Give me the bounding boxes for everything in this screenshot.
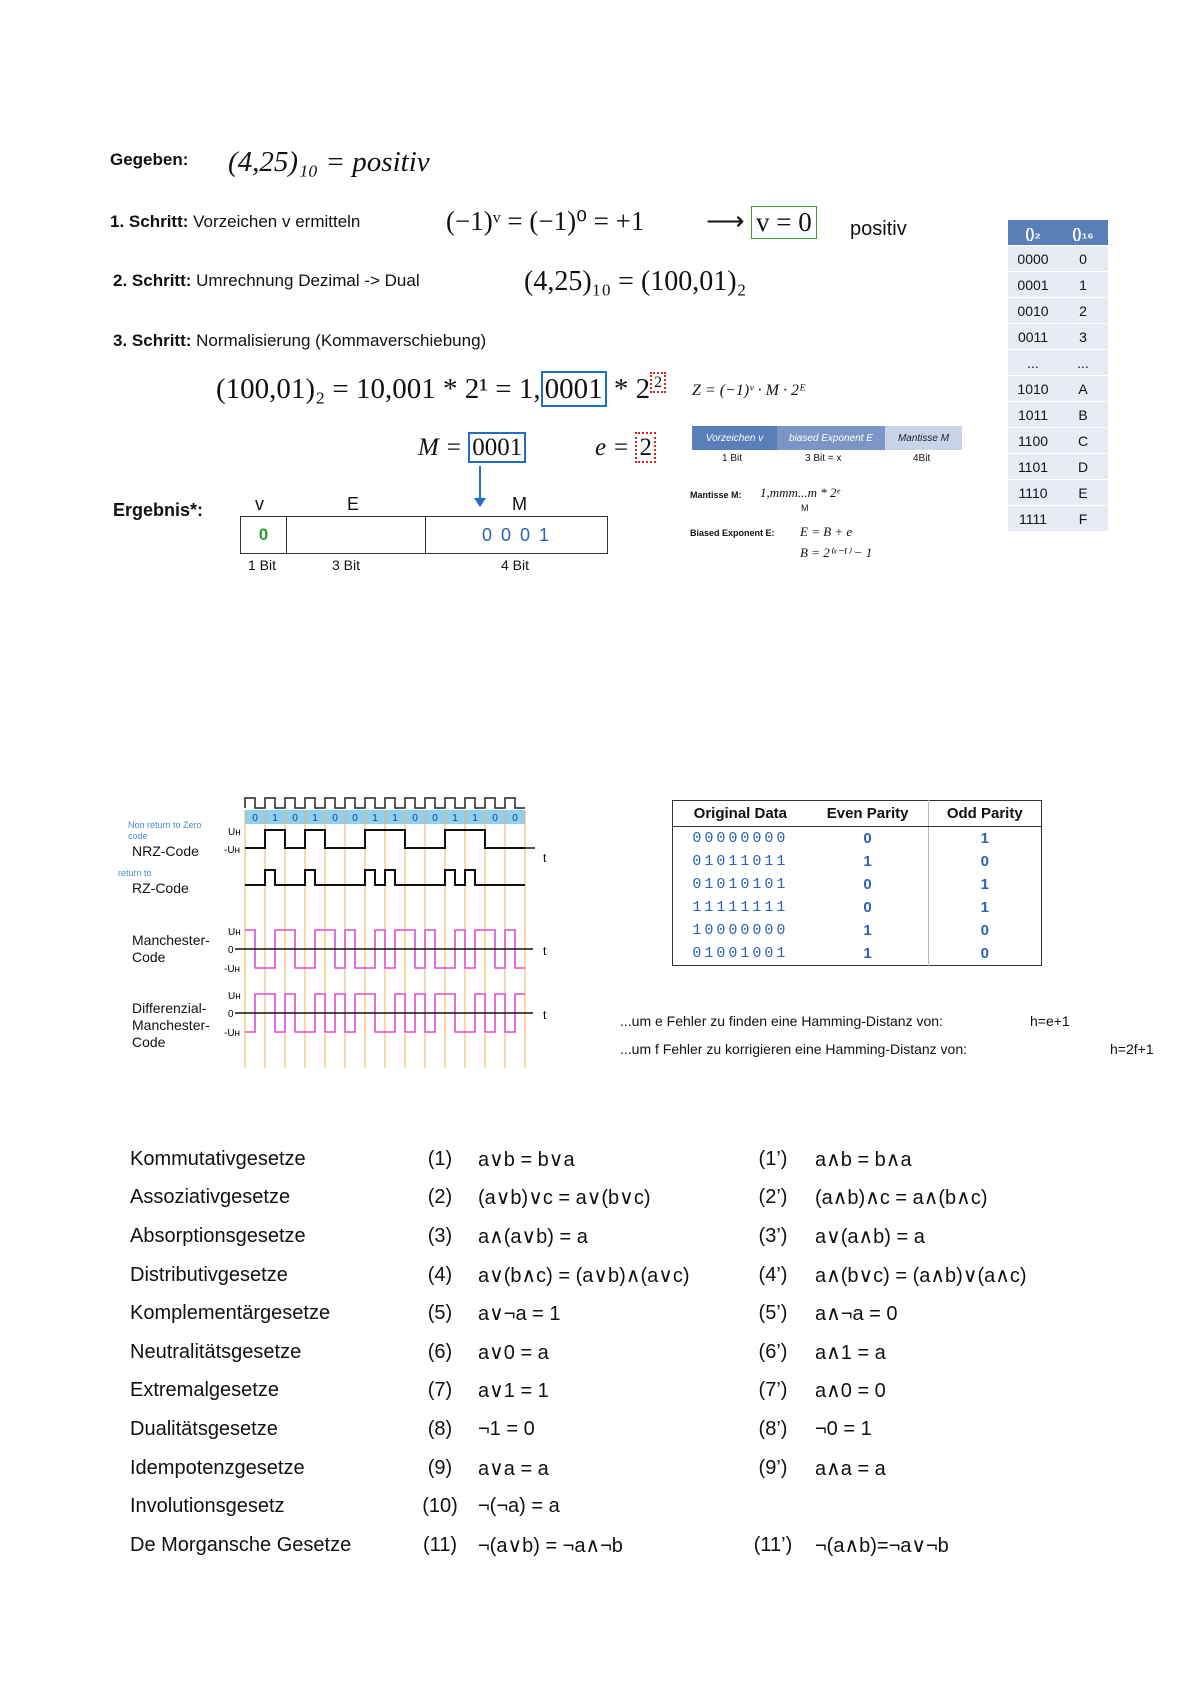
bit-label: 0 [412,813,418,824]
hex-value-cell: 3 [1058,324,1108,350]
bit-label: 1 [272,813,278,824]
bit-label: 1 [392,813,398,824]
bits-e: 3 Bit [332,557,361,573]
hex-row [1008,480,1108,506]
law-formula: ¬(a∨b) = ¬a∧¬b [478,1534,623,1557]
neg-uh-label-2: -Uн [224,964,241,975]
bit-label: 0 [352,813,358,824]
parity-data-cell: 00000000 [692,830,789,847]
bit-label: 0 [252,813,258,824]
law-formula: a∨a = a [478,1457,549,1480]
law-row [130,1372,1027,1411]
step1 [110,212,360,232]
hex-binary-cell: 1111 [1008,506,1058,532]
parity-even-cell: 0 [863,876,872,893]
manchester-label: Manchester-Code [132,932,210,965]
given-label: Gegeben: [110,150,189,169]
neg-uh-label-1: -Uн [224,845,241,856]
parity-row [673,873,1042,896]
hamming-correct-text: ...um f Fehler zu korrigieren eine Hamming-Distanz von: [620,1041,968,1057]
law-formula: ¬1 = 0 [478,1417,535,1440]
parity-even-cell: 0 [863,899,872,916]
law-dual-number: (6’) [758,1340,788,1363]
law-dual-number: (4’) [758,1263,788,1286]
parity-header-even: Even Parity [808,801,928,827]
float-formula: Z = (−1)ᵛ · M · 2ᴱ [692,382,806,399]
bit-label: 1 [472,813,478,824]
law-formula: a∨0 = a [478,1341,549,1364]
m-assignment [418,434,526,462]
law-row [130,1217,1027,1256]
law-name: Involutionsgesetz [130,1495,285,1518]
step2 [113,271,420,291]
result-head-v: v [255,494,264,514]
parity-odd-cell: 0 [928,919,1042,942]
hex-binary-cell: ... [1008,350,1058,376]
law-number: (11) [422,1533,458,1556]
parity-table-header [673,801,1042,827]
bit-label: 0 [332,813,338,824]
bits-v: 1 Bit [248,557,277,573]
step2-text: Umrechnung Dezimal -> Dual [196,271,420,290]
law-formula: a∧(a∨b) = a [478,1225,588,1248]
hex-table-header [1008,220,1108,246]
law-row [130,1487,1027,1526]
hex-row [1008,298,1108,324]
step1-expression: (−1)ᵛ = (−1)⁰ = +1 [446,206,645,236]
t-label-3: t [543,1008,547,1022]
result-label: Ergebnis*: [113,500,204,520]
hex-binary-cell: 0010 [1008,298,1058,324]
neg-uh-label-3: -Uн [224,1028,241,1039]
law-dual-number: (2’) [758,1186,788,1209]
uh-label-3: Uн [228,991,241,1002]
law-number: (4) [427,1263,453,1286]
law-row [130,1526,1027,1565]
law-dual-number: (9’) [758,1456,788,1479]
format-exponent: biased Exponent E [777,426,885,450]
law-number: (3) [427,1224,453,1247]
law-number: (7) [427,1379,453,1402]
law-dual-formula: a∧0 = 0 [815,1380,886,1403]
parity-header-odd: Odd Parity [928,801,1042,827]
hex-value-cell: E [1058,480,1108,506]
m-label: M = [418,434,462,461]
hex-header-binary: ()₂ [1008,220,1058,246]
bit-label: 1 [312,813,318,824]
norm-mid: * 2 [606,373,651,405]
rz-signal [245,870,525,885]
exponent-expr-1: E = B + e [800,524,853,539]
boolean-laws-table [130,1140,1027,1565]
hex-binary-cell: 1110 [1008,480,1058,506]
law-formula: a∨(b∧c) = (a∨b)∧(a∨c) [478,1264,690,1287]
hex-row [1008,428,1108,454]
law-formula: ¬(¬a) = a [478,1495,560,1518]
parity-data-cell: 01010101 [692,876,789,893]
hex-row [1008,246,1108,272]
e-label: e = [595,434,630,461]
normalization-expression [216,373,666,406]
parity-data-cell: 01011011 [692,853,789,870]
rz-note: return to [118,868,152,878]
norm-left: (100,01)₂ = 10,001 * 2¹ = 1, [216,373,541,405]
law-dual-formula: a∧b = b∧a [815,1148,912,1171]
hex-binary-cell: 1010 [1008,376,1058,402]
uh-label-1: Uн [228,827,241,838]
parity-odd-cell: 1 [928,896,1042,919]
hex-header-hex: ()₁₆ [1058,220,1108,246]
hex-value-cell: A [1058,376,1108,402]
format-bits-1: 1 Bit [722,453,743,464]
format-bits-3: 4Bit [913,453,931,464]
parity-even-cell: 1 [863,945,872,962]
norm-mantissa: 0001 [541,371,607,407]
step2-label: 2. Schritt: [113,271,192,290]
hamming-correct-formula: h=2f+1 [1110,1041,1154,1057]
hex-binary-cell: 0001 [1008,272,1058,298]
zero-label-3: 0 [228,1009,234,1020]
step3 [113,331,486,351]
step3-label: 3. Schritt: [113,331,192,350]
hex-value-cell: C [1058,428,1108,454]
law-dual-number [743,1487,803,1526]
hex-row [1008,506,1108,532]
result-m-cell: 0 0 0 1 [481,524,552,545]
norm-exponent: 2 [650,372,666,393]
hex-value-cell: F [1058,506,1108,532]
e-assignment [595,434,656,462]
law-row [130,1333,1027,1372]
parity-even-cell: 0 [863,830,872,847]
law-row [130,1449,1027,1488]
hex-row [1008,376,1108,402]
hamming-detect-text: ...um e Fehler zu finden eine Hamming-Distanz von: [620,1013,943,1029]
law-dual-formula: a∧1 = a [815,1341,886,1364]
parity-even-cell: 1 [863,853,872,870]
bit-label: 0 [432,813,438,824]
clock-signal [245,798,525,808]
law-name: Assoziativgesetze [130,1186,291,1209]
format-mantissa: Mantisse M [885,426,962,450]
step1-word: positiv [850,218,907,240]
law-formula: a∨b = b∨a [478,1148,575,1171]
format-bar [692,426,962,450]
law-row [130,1410,1027,1449]
format-bits-2: 3 Bit = x [805,453,842,464]
hex-row [1008,402,1108,428]
diff-manchester-label: Differenzial-Manchester-Code [132,1000,210,1050]
hex-row [1008,350,1108,376]
given-expression: (4,25)₁₀ = positiv [228,146,430,178]
bits-m: 4 Bit [501,557,530,573]
law-formula: a∨1 = 1 [478,1380,549,1403]
law-dual-formula: a∧(b∨c) = (a∧b)∨(a∧c) [815,1264,1027,1287]
arrow-icon: ⟶ [706,206,745,236]
law-name: Komplementärgesetze [130,1302,331,1325]
bit-label: 1 [372,813,378,824]
law-name: Dualitätsgesetze [130,1417,278,1440]
step1-text: Vorzeichen v ermitteln [193,212,361,231]
law-dual-number: (3’) [758,1224,788,1247]
hex-value-cell: D [1058,454,1108,480]
hex-value-cell: 2 [1058,298,1108,324]
result-v-cell: 0 [241,517,287,553]
hex-binary-cell: 1100 [1008,428,1058,454]
mantissa-expr: 1,mmm...m * 2ᵉ [760,485,840,500]
bit-label: 0 [292,813,298,824]
law-row [130,1256,1027,1295]
law-name: Neutralitätsgesetze [130,1340,302,1363]
law-dual-number: (8’) [758,1417,788,1440]
boolean-laws-body [130,1140,1027,1565]
law-name: Kommutativgesetze [130,1147,306,1170]
zero-label-2: 0 [228,945,234,956]
law-number: (6) [427,1340,453,1363]
hex-value-cell: ... [1058,350,1108,376]
parity-odd-cell: 1 [928,873,1042,896]
parity-data-cell: 11111111 [692,899,789,916]
parity-odd-cell: 0 [928,850,1042,873]
hex-binary-cell: 1011 [1008,402,1058,428]
law-row [130,1294,1027,1333]
parity-header-data: Original Data [673,801,808,827]
hex-value-cell: B [1058,402,1108,428]
parity-even-cell: 1 [863,922,872,939]
law-number: (1) [427,1147,453,1170]
law-number: (9) [427,1456,453,1479]
parity-row [673,896,1042,919]
step1-result: v = 0 [751,206,817,239]
result-register [240,516,608,554]
format-sign: Vorzeichen v [692,426,777,450]
hex-value-cell: 1 [1058,272,1108,298]
law-dual-number: (11’) [753,1533,793,1556]
law-dual-formula: a∧¬a = 0 [815,1303,898,1326]
parity-row [673,919,1042,942]
parity-row [673,850,1042,873]
law-dual-formula: a∨(a∧b) = a [815,1225,925,1248]
exponent-expr-2: B = 2⁽ˣ⁻¹⁾ − 1 [800,545,873,560]
m-value: 0001 [468,432,526,463]
t-label-1: t [543,851,547,865]
result-head-m: M [512,494,527,514]
law-name: Extremalgesetze [130,1379,279,1402]
hex-binary-cell: 0011 [1008,324,1058,350]
law-dual-formula: ¬0 = 1 [815,1417,872,1440]
law-dual-number: (5’) [758,1302,788,1325]
t-label-2: t [543,944,547,958]
law-formula: (a∨b)∨c = a∨(b∨c) [478,1187,651,1210]
mantissa-label: Mantisse M: [690,490,742,500]
law-row [130,1179,1027,1218]
law-dual-formula: ¬(a∧b)=¬a∨¬b [815,1534,949,1557]
hex-row [1008,454,1108,480]
step2-expression: (4,25)₁₀ = (100,01)₂ [524,266,747,297]
law-name: Idempotenzgesetze [130,1456,305,1479]
hex-row [1008,272,1108,298]
result-head-e: E [347,494,360,514]
hex-row [1008,324,1108,350]
law-name: De Morgansche Gesetze [130,1533,352,1556]
e-value: 2 [635,432,656,463]
hex-value-cell: 0 [1058,246,1108,272]
bit-label: 0 [492,813,498,824]
down-arrow-icon [470,466,490,508]
step3-text: Normalisierung (Kommaverschiebung) [196,331,487,350]
step1-label: 1. Schritt: [110,212,189,231]
law-dual-formula: (a∧b)∧c = a∧(b∧c) [815,1187,988,1210]
law-row [130,1140,1027,1179]
hex-table-body [1008,246,1108,532]
law-number: (8) [427,1417,453,1440]
law-number: (5) [427,1302,453,1325]
law-name: Distributivgesetze [130,1263,288,1286]
hex-table [1008,220,1108,531]
law-dual-number: (7’) [758,1379,788,1402]
law-dual-formula: a∧a = a [815,1457,886,1480]
parity-row [673,942,1042,966]
law-name: Absorptionsgesetze [130,1224,306,1247]
result-e-cell [287,517,426,553]
bit-label: 1 [452,813,458,824]
nrz-note: Non return to Zero code [128,820,202,841]
parity-table [672,800,1042,966]
nrz-label: NRZ-Code [132,843,199,859]
law-number: (10) [422,1495,458,1518]
parity-data-cell: 10000000 [692,922,789,939]
hex-binary-cell: 0000 [1008,246,1058,272]
mantissa-sub: M [801,503,809,513]
parity-row [673,827,1042,851]
parity-data-cell: 01001001 [692,945,789,962]
parity-odd-cell: 0 [928,942,1042,966]
law-number: (2) [427,1186,453,1209]
exponent-label: Biased Exponent E: [690,528,775,538]
parity-odd-cell: 1 [928,827,1042,851]
law-dual-formula [803,1487,1027,1526]
bit-label: 0 [512,813,518,824]
parity-table-body [673,827,1042,966]
hamming-detect-formula: h=e+1 [1030,1013,1070,1029]
law-dual-number: (1’) [758,1147,788,1170]
law-formula: a∨¬a = 1 [478,1303,561,1326]
hex-binary-cell: 1101 [1008,454,1058,480]
uh-label-2: Uн [228,927,241,938]
rz-label: RZ-Code [132,880,189,896]
